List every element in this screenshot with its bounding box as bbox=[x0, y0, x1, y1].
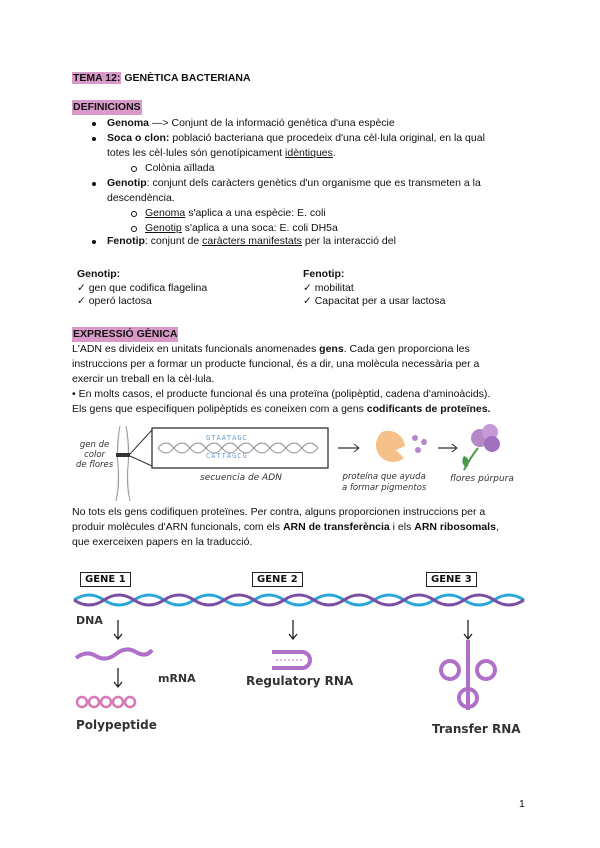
paragraph-line: Els gens que especifiquen polipèptids es coneixen com a gens codificants de proteïnes. bbox=[72, 403, 491, 415]
dna-sequence-bottom: CATTAGCG bbox=[206, 452, 248, 460]
def-genotip-cont: descendència. bbox=[107, 192, 175, 204]
gene-expression-figure bbox=[72, 418, 532, 503]
protein-label: proteína que ayuda a formar pigmentos bbox=[342, 472, 427, 493]
polypeptide-label: Polypeptide bbox=[76, 718, 157, 732]
fenotip-item: ✓ mobilitat bbox=[303, 282, 354, 294]
genotip-item: ✓ operó lactosa bbox=[77, 295, 152, 307]
gene-label: gen de color de flores bbox=[76, 440, 114, 470]
paragraph-line: que exerceixen papers en la traducció. bbox=[72, 536, 253, 548]
dna-sequence-label: secuencia de ADN bbox=[200, 473, 282, 483]
genotip-heading: Genotip: bbox=[77, 268, 121, 280]
def-sub-genotip: Genotip s'aplica a una soca: E. coli DH5a bbox=[145, 222, 338, 234]
def-soca-cont: totes les cèl·lules són genotípicament idèntiques. bbox=[107, 147, 336, 159]
transfer-rna-label: Transfer RNA bbox=[432, 722, 521, 736]
page-number: 1 bbox=[519, 798, 525, 810]
def-fenotip: Fenotip: conjunt de caràcters manifestats per la interacció del bbox=[107, 235, 396, 247]
paragraph-line: No tots els gens codifiquen proteïnes. Per contra, alguns proporcionen instruccions per a bbox=[72, 506, 486, 518]
def-colonia: Colònia aïllada bbox=[145, 162, 215, 174]
figure-drawing bbox=[72, 418, 532, 503]
section-heading-definicions: DEFINICIONS bbox=[73, 101, 141, 113]
def-genoma: Genoma —> Conjunt de la informació genètica d'una espècie bbox=[107, 117, 395, 129]
def-genotip: Genotip: conjunt dels caràcters genètics d'un organisme que es transmeten a la bbox=[107, 177, 481, 189]
rna-types-figure bbox=[70, 570, 530, 745]
fenotip-heading: Fenotip: bbox=[303, 268, 345, 280]
genotip-item: ✓ gen que codifica flagelina bbox=[77, 282, 208, 294]
def-soca: Soca o clon: població bacteriana que procedeix d'una cèl·lula original, en la qual bbox=[107, 132, 485, 144]
page-title: TEMA 12: GENÈTICA BACTERIANA bbox=[73, 72, 251, 84]
gene-2-box: GENE 2 bbox=[252, 572, 303, 587]
paragraph-line: produir molècules d'ARN funcionals, com els ARN de transferència i els ARN ribosomals, bbox=[72, 521, 499, 533]
mrna-label: mRNA bbox=[158, 672, 196, 685]
gene-3-box: GENE 3 bbox=[426, 572, 477, 587]
section-heading-expressio: EXPRESSIÓ GÈNICA bbox=[73, 328, 178, 340]
dna-sequence-top: GTAATAGC bbox=[206, 434, 248, 442]
gene-1-box: GENE 1 bbox=[80, 572, 131, 587]
def-sub-genoma: Genoma s'aplica a una espècie: E. coli bbox=[145, 207, 326, 219]
fenotip-item: ✓ Capacitat per a usar lactosa bbox=[303, 295, 446, 307]
paragraph-line: L'ADN es divideix en unitats funcionals anomenades gens. Cada gen proporciona les bbox=[72, 343, 470, 355]
flower-label: flores púrpura bbox=[450, 474, 514, 484]
dna-label: DNA bbox=[76, 614, 103, 627]
paragraph-line: instruccions per a formar un producte funcional, és a dir, una molècula necessària per a bbox=[72, 358, 480, 370]
paragraph-line: • En molts casos, el producte funcional és una proteïna (polipèptid, cadena d'aminoàcids). bbox=[72, 388, 491, 400]
paragraph-line: exercir un treball en la cèl·lula. bbox=[72, 373, 215, 385]
regulatory-rna-label: Regulatory RNA bbox=[246, 674, 354, 688]
